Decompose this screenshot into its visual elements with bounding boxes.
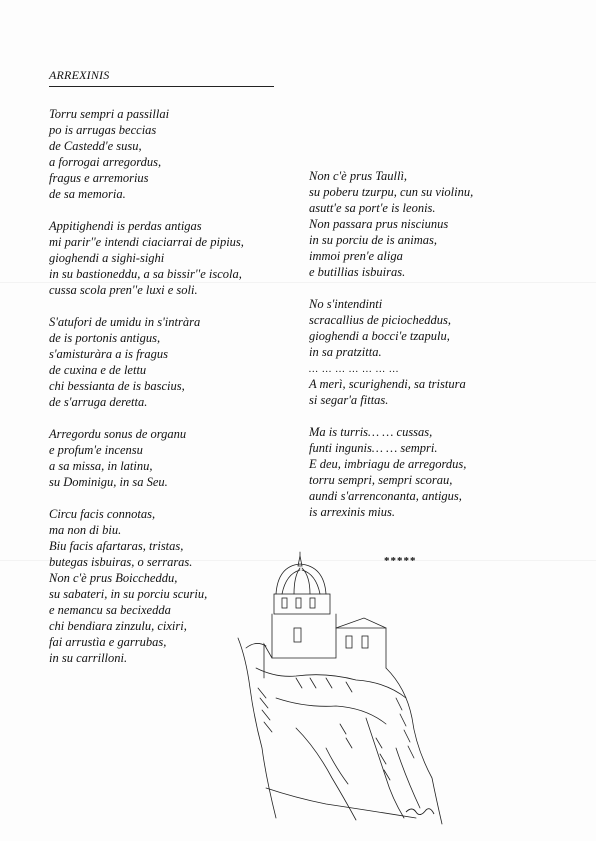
poem-line: Biu facis afartaras, tristas,: [49, 539, 184, 553]
poem-line: in sa pratzitta.: [309, 345, 382, 359]
poem-line: Appitighendi is perdas antigas: [49, 219, 202, 233]
poem-line: e profum'e incensu: [49, 443, 143, 457]
poem-line: chi bendiara zinzulu, cixiri,: [49, 619, 187, 633]
poem-line: in su porciu de is animas,: [309, 233, 438, 247]
poem-right-column: [309, 168, 559, 536]
poem-line: Torru sempri a passillai: [49, 107, 170, 121]
poem-line: su Dominigu, in sa Seu.: [49, 475, 168, 489]
poem-line: asutt'e sa port'e is leonis.: [309, 201, 436, 215]
poem-line: si segar'a fittas.: [309, 393, 389, 407]
cathedral-on-cliff-sketch: [236, 548, 446, 830]
poem-line: in su bastioneddu, a sa bissir''e iscola,: [49, 267, 242, 281]
poem-line: Arregordu sonus de organu: [49, 427, 187, 441]
poem-stanza: [49, 106, 299, 202]
poem-line: de s'arruga deretta.: [49, 395, 148, 409]
poem-line: fai arrustìa e garrubas,: [49, 635, 167, 649]
poem-line: gioghendi a sighi-sighi: [49, 251, 165, 265]
poem-line: e nemancu sa becixedda: [49, 603, 171, 617]
poem-line: e butillias isbuiras.: [309, 265, 406, 279]
poem-line: de sa memoria.: [49, 187, 126, 201]
poem-stanza: [309, 168, 559, 280]
poem-line: torru sempri, sempri scorau,: [309, 473, 453, 487]
poem-stanza: [49, 314, 299, 410]
poem-line: de cuxina e de lettu: [49, 363, 147, 377]
poem-line: a sa missa, in latinu,: [49, 459, 153, 473]
poem-line: de Castedd'e susu,: [49, 139, 142, 153]
poem-line: chi bessianta de is bascius,: [49, 379, 185, 393]
poem-stanza: [49, 426, 299, 490]
poem-line: cussa scola pren''e luxi e soli.: [49, 283, 198, 297]
poem-line: aundi s'arrenconanta, antigus,: [309, 489, 462, 503]
poem-line: fragus e arremorius: [49, 171, 149, 185]
poem-line: A merì, scurighendi, sa tristura: [309, 377, 466, 391]
poem-line: S'atufori de umidu in s'intràra: [49, 315, 201, 329]
poem-line: de is portonis antigus,: [49, 331, 161, 345]
poem-line: a forrogai arregordus,: [49, 155, 162, 169]
poem-line: su sabateri, in su porciu scuriu,: [49, 587, 208, 601]
poem-stanza: [309, 364, 559, 408]
poem-line: funti ingunis… … sempri.: [309, 441, 438, 455]
poem-line: po is arrugas beccias: [49, 123, 157, 137]
poem-title: ARREXINIS: [49, 68, 274, 87]
poem-line: Non c'è prus Boiccheddu,: [49, 571, 178, 585]
ellipsis-line: … … … … … … …: [309, 364, 400, 375]
poem-stanza: [309, 296, 559, 360]
end-mark: *****: [384, 555, 417, 567]
poem-line: gioghendi a bocci'e tzapulu,: [309, 329, 450, 343]
poem-stanza: [49, 218, 299, 298]
poem-line: su poberu tzurpu, cun su violinu,: [309, 185, 474, 199]
poem-line: Circu facis connotas,: [49, 507, 156, 521]
poem-line: in su carrilloni.: [49, 651, 128, 665]
poem-line: s'amisturàra a is fragus: [49, 347, 169, 361]
poem-line: ma non di biu.: [49, 523, 122, 537]
poem-line: mi parir''e intendi ciaciarrai de pipius,: [49, 235, 244, 249]
poem-line: Non c'è prus Taullì,: [309, 169, 408, 183]
poem-line: Non passara prus nisciunus: [309, 217, 449, 231]
poem-stanza: [309, 424, 559, 520]
poem-line: scracallius de piciocheddus,: [309, 313, 451, 327]
poem-line: butegas isbuiras, o serraras.: [49, 555, 193, 569]
poem-line: No s'intendinti: [309, 297, 383, 311]
poem-line: Ma is turris… … cussas,: [309, 425, 433, 439]
poem-line: E deu, imbriagu de arregordus,: [309, 457, 467, 471]
poem-line: immoi pren'e aliga: [309, 249, 403, 263]
poem-line: is arrexinis mius.: [309, 505, 395, 519]
